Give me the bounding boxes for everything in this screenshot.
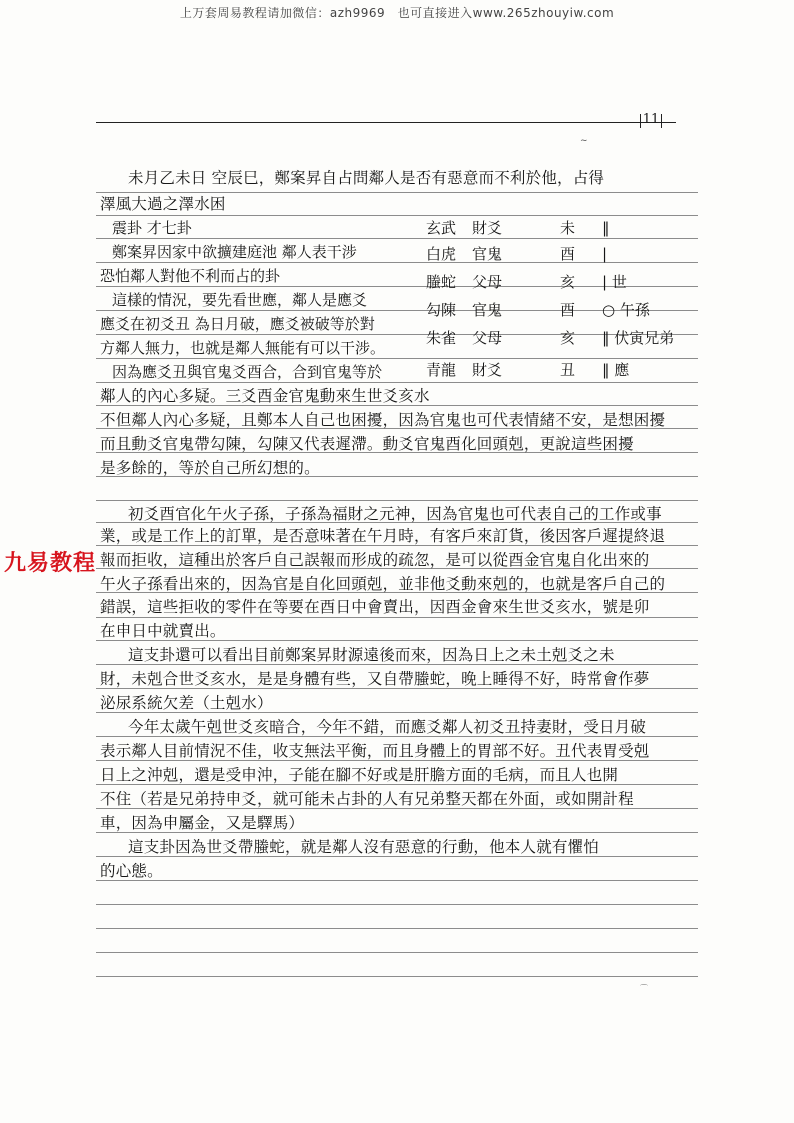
gua-god: 勾陳: [426, 301, 457, 319]
gua-relation: 父母: [472, 273, 503, 291]
ruled-line: [96, 500, 698, 501]
ruled-line: [96, 238, 698, 239]
gua-branch: 亥: [560, 273, 576, 291]
body-line: 的心態。: [100, 862, 163, 880]
site-logo: 九易教程: [4, 551, 97, 576]
watermark-text: 上万套周易教程请加微信：azh9969 也可直接进入www.265zhouyiw.com: [179, 6, 615, 20]
gua-relation: 官鬼: [472, 301, 503, 319]
ruled-line: [96, 617, 698, 618]
gua-yao-mark: ○ 午孫: [602, 301, 650, 319]
ruled-line: [96, 192, 698, 193]
gua-yao-mark: ‖: [602, 219, 610, 237]
body-line: 不但鄰人內心多疑，且鄭本人自己也困擾，因為官鬼也可代表情緒不安，是想困擾: [100, 411, 666, 429]
gua-relation: 財爻: [472, 219, 503, 237]
chart-note-2: 鄭案昇因家中欲擴建庭池 鄰人表干涉: [112, 243, 357, 261]
gua-branch: 亥: [560, 329, 576, 347]
body-line: 報而拒收，這種出於客戶自己誤報而形成的疏忽，是可以從酉金官鬼自化出來的: [100, 551, 650, 569]
body-line: 這支卦還可以看出目前鄭案昇財源遠後而來，因為日上之未土剋爻之未: [128, 646, 615, 664]
body-line: 是多餘的，等於自己所幻想的。: [100, 459, 320, 477]
chart-note-6: 方鄰人無力，也就是鄰人無能有可以干涉。: [100, 339, 386, 357]
body-line: 不住（若是兄弟持申爻，就可能未占卦的人有兄弟整天都在外面，或如開計程: [100, 790, 634, 808]
gua-god: 玄武: [426, 219, 457, 237]
ruled-line: [96, 904, 698, 905]
body-line: 初爻酉官化午火子孫，子孫為福財之元神，因為官鬼也可代表自己的工作或事: [128, 505, 662, 523]
ruled-line: [96, 382, 698, 383]
body-line: 日上之沖剋，還是受申沖，子能在腳不好或是肝膽方面的毛病，而且人也開: [100, 766, 619, 784]
question-line-1: 未月乙未日 空辰巳，鄭案昇自占問鄰人是否有惡意而不利於他，占得: [128, 169, 605, 187]
gua-branch: 酉: [560, 301, 576, 319]
body-line: 泌尿系統欠差（土剋水）: [100, 694, 273, 712]
page-number: 11: [636, 112, 666, 132]
chart-note-4: 這樣的情況，要先看世應，鄰人是應爻: [112, 291, 368, 309]
body-line: 這支卦因為世爻帶螣蛇，就是鄰人沒有惡意的行動，他本人就有懼怕: [128, 838, 600, 856]
gua-god: 白虎: [426, 245, 457, 263]
chart-note-3: 恐怕鄰人對他不利而占的卦: [100, 267, 281, 285]
body-line: 車，因為申屬金，又是驛馬）: [100, 814, 305, 832]
gua-row: [426, 328, 716, 348]
body-line: 業，或是工作上的訂單，是否意味著在午月時，有客戶來訂貨，後因客戶遲提終退: [100, 527, 666, 545]
corner-mark: ~: [580, 136, 588, 146]
question-line-2: 澤風大過之澤水困: [100, 195, 226, 213]
gua-row: [426, 360, 716, 380]
gua-row: [426, 300, 716, 320]
body-line: 錯誤，這些拒收的零件在等要在酉日中會賣出，因酉金會來生世爻亥水，號是卯: [100, 598, 650, 616]
gua-yao-mark: |: [602, 245, 608, 263]
ruled-line: [96, 928, 698, 929]
gua-relation: 財爻: [472, 361, 503, 379]
footer-mark: ⌒: [640, 984, 648, 993]
body-line: 在申日中就賣出。: [100, 622, 226, 640]
gua-branch: 酉: [560, 245, 576, 263]
body-line: 今年太歲午剋世爻亥暗合，今年不錯，而應爻鄰人初爻丑持妻財，受日月破: [128, 718, 647, 736]
chart-note-1: 震卦 才七卦: [112, 219, 192, 237]
gua-relation: 父母: [472, 329, 503, 347]
gua-god: 青龍: [426, 361, 457, 379]
header-rule: [96, 122, 676, 123]
body-line: 午火子孫看出來的，因為官是自化回頭剋，並非他爻動來剋的，也就是客戶自己的: [100, 575, 666, 593]
body-line: 表示鄰人目前情況不佳，收支無法平衡，而且身體上的胃部不好。丑代表胃受剋: [100, 742, 650, 760]
gua-branch: 丑: [560, 361, 576, 379]
ruled-line: [96, 215, 698, 216]
gua-row: [426, 272, 716, 292]
ruled-line: [96, 358, 698, 359]
gua-god: 螣蛇: [426, 273, 457, 291]
chart-note-7: 因為應爻丑與官鬼爻酉合，合到官鬼等於: [112, 363, 383, 381]
gua-yao-mark: ‖ 伏寅兄弟: [602, 329, 675, 347]
body-line: 鄰人的內心多疑。三爻酉金官鬼動來生世爻亥水: [100, 387, 430, 405]
ruled-line: [96, 976, 698, 977]
ruled-line: [96, 952, 698, 953]
body-line: 財，未剋合世爻亥水，是是身體有些，又自帶螣蛇，晚上睡得不好，時常會作夢: [100, 670, 650, 688]
gua-row: [426, 218, 716, 238]
gua-branch: 未: [560, 219, 576, 237]
body-line: 而且動爻官鬼帶勾陳，勾陳又代表遲滯。動爻官鬼酉化回頭剋，更說這些困擾: [100, 435, 634, 453]
gua-yao-mark: ‖ 應: [602, 361, 630, 379]
gua-relation: 官鬼: [472, 245, 503, 263]
gua-row: [426, 244, 716, 264]
gua-god: 朱雀: [426, 329, 457, 347]
chart-note-5: 應爻在初爻丑 為日月破，應爻被破等於對: [100, 315, 375, 333]
gua-yao-mark: | 世: [602, 273, 627, 291]
